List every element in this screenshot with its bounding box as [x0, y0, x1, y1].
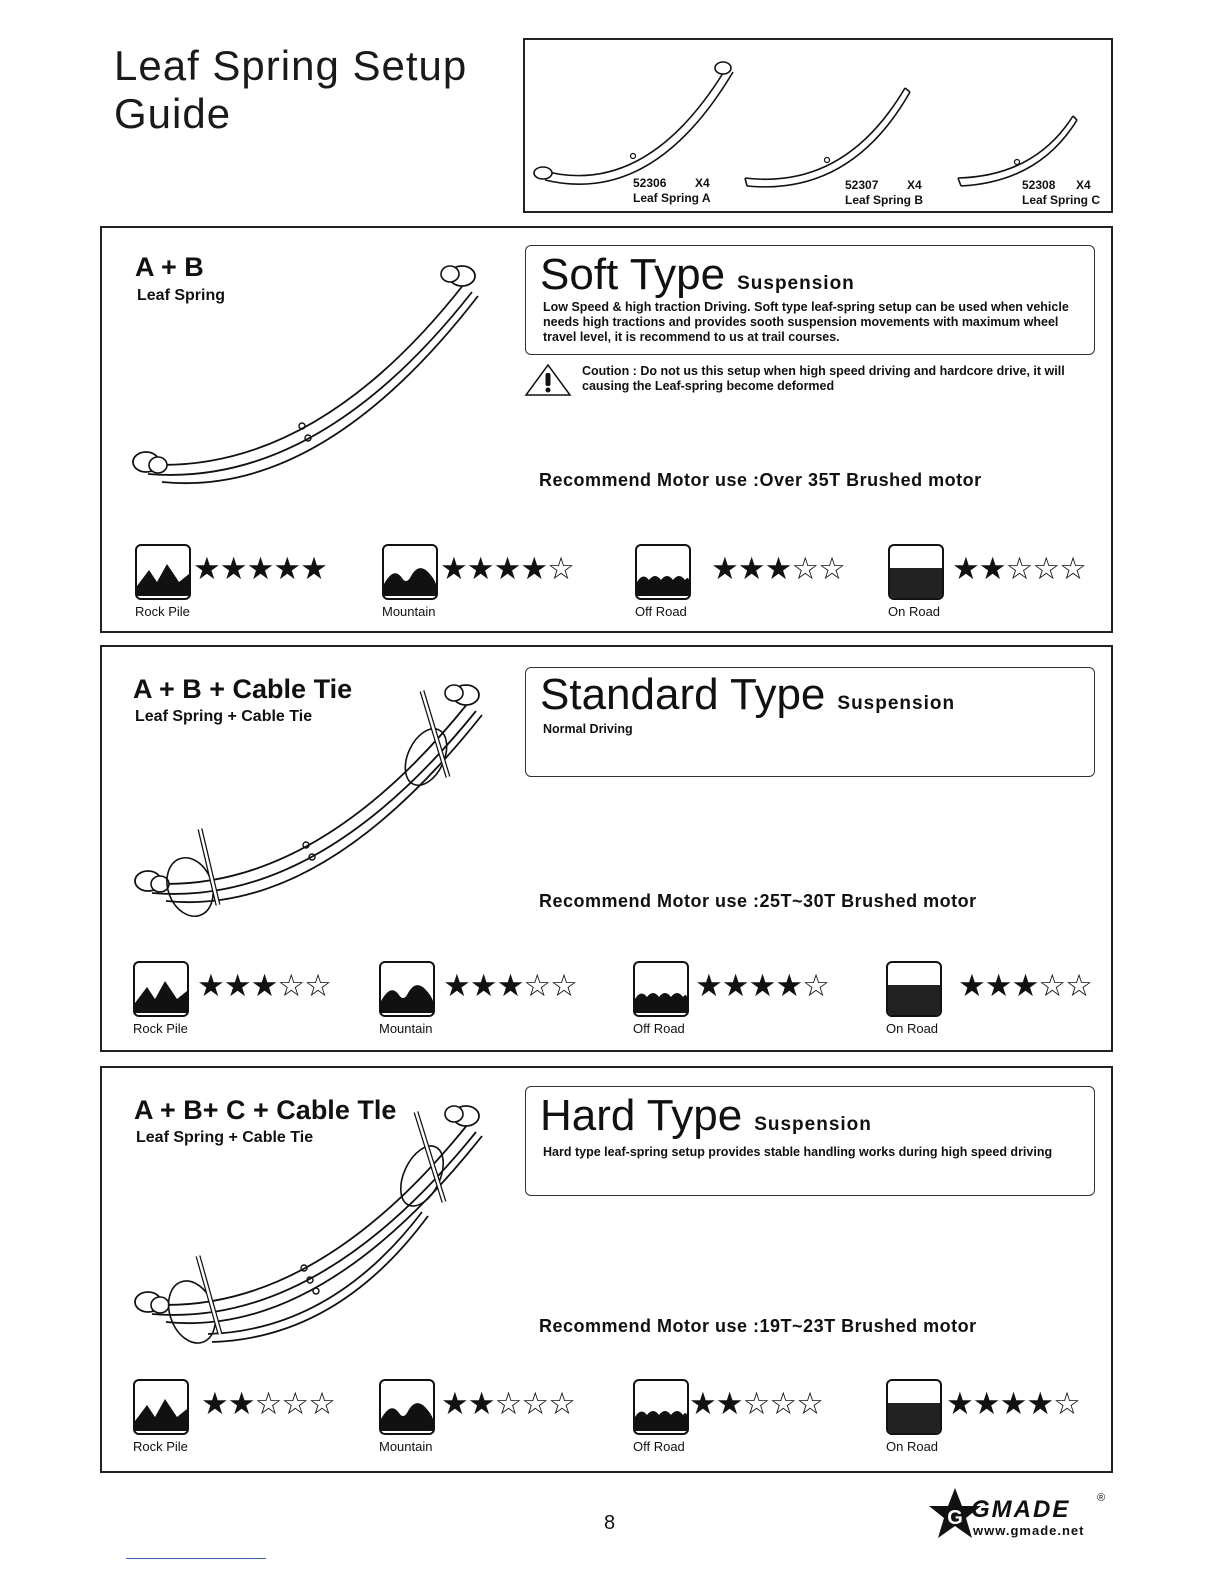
- star-rating: ★★☆☆☆: [441, 1386, 575, 1421]
- combo-title: A + B+ C + Cable Tle: [134, 1095, 397, 1125]
- page-title-line2: Guide: [114, 90, 232, 137]
- logo-wordmark: GMADE: [971, 1496, 1071, 1523]
- page-number: 8: [604, 1512, 616, 1534]
- terrain-label: Mountain: [379, 1021, 433, 1036]
- page-title: [114, 42, 467, 138]
- terrain-label: Off Road: [633, 1021, 685, 1036]
- type-info-box: [525, 667, 1095, 777]
- star-rating: ★★★★☆: [946, 1386, 1080, 1421]
- type-description: Normal Driving: [543, 722, 633, 736]
- soft-setup-section: [100, 226, 1113, 633]
- standard-setup-section: [100, 645, 1113, 1052]
- star-rating: ★★★☆☆: [443, 968, 577, 1003]
- rock-pile-icon: [133, 961, 189, 1017]
- type-info-box: [525, 1086, 1095, 1196]
- type-title: Standard Type Suspension: [540, 670, 956, 719]
- star-rating: ★★★★★: [193, 551, 327, 586]
- on-road-icon: [886, 961, 942, 1017]
- motor-recommendation: Recommend Motor use :25T~30T Brushed motor: [539, 891, 977, 911]
- combo-title: A + B: [135, 252, 204, 282]
- star-rating: ★★☆☆☆: [952, 551, 1086, 586]
- terrain-label: Rock Pile: [135, 604, 190, 619]
- star-rating: ★★★★☆: [440, 551, 574, 586]
- type-description: Hard type leaf-spring setup provides stable handling works during high speed driving: [543, 1145, 1053, 1159]
- hard-setup-section: [100, 1066, 1113, 1473]
- part-label-a: 52306 X4 Leaf Spring A: [633, 176, 711, 205]
- star-rating: ★★★★☆: [695, 968, 829, 1003]
- caution-text: Coution : Do not us this setup when high speed driving and hardcore drive, it will causing the Leaf-spring become deformed: [582, 364, 1065, 393]
- terrain-label: On Road: [886, 1021, 939, 1036]
- registered-mark: ®: [1097, 1492, 1106, 1504]
- part-label-c: 52308 X4 Leaf Spring C: [1022, 178, 1101, 207]
- combo-title: A + B + Cable Tie: [133, 674, 353, 704]
- combo-subtitle: Leaf Spring + Cable Tie: [135, 708, 313, 725]
- svg-text:G: G: [947, 1507, 963, 1529]
- on-road-icon: [886, 1379, 942, 1435]
- part-label-b: 52307 X4 Leaf Spring B: [845, 178, 924, 207]
- combo-subtitle: Leaf Spring + Cable Tie: [136, 1129, 314, 1146]
- motor-recommendation: Recommend Motor use :19T~23T Brushed motor: [539, 1316, 977, 1336]
- type-title: Hard Type Suspension: [540, 1091, 872, 1140]
- parts-strip: [523, 38, 1113, 213]
- terrain-label: On Road: [888, 604, 941, 619]
- terrain-label: Mountain: [379, 1439, 433, 1454]
- type-title: Soft Type Suspension: [540, 250, 855, 299]
- footer-divider: [126, 1558, 266, 1559]
- type-description: Low Speed & high traction Driving. Soft type leaf-spring setup can be used when vehicle needs high tractions and provides sooth suspension movements with maximum wheel travel level, it is recommend to us at trail courses.: [543, 300, 1069, 344]
- mountain-icon: [379, 961, 435, 1017]
- motor-recommendation: Recommend Motor use :Over 35T Brushed motor: [539, 470, 982, 490]
- star-rating: ★★☆☆☆: [201, 1386, 335, 1421]
- star-rating: ★★★☆☆: [958, 968, 1092, 1003]
- terrain-label: Off Road: [635, 604, 687, 619]
- spring-assembly-drawing: [122, 1090, 492, 1350]
- combo-subtitle: Leaf Spring: [137, 287, 226, 304]
- mountain-icon: [379, 1379, 435, 1435]
- terrain-label: Rock Pile: [133, 1439, 188, 1454]
- star-rating: ★★★☆☆: [197, 968, 331, 1003]
- page-title-line1: Leaf Spring Setup: [114, 42, 468, 89]
- terrain-label: On Road: [886, 1439, 939, 1454]
- off-road-icon: [633, 1379, 689, 1435]
- star-rating: ★★☆☆☆: [689, 1386, 823, 1421]
- on-road-icon: [888, 544, 944, 600]
- off-road-icon: [635, 544, 691, 600]
- terrain-label: Mountain: [382, 604, 436, 619]
- rock-pile-icon: [135, 544, 191, 600]
- star-rating: ★★★☆☆: [711, 551, 845, 586]
- terrain-label: Off Road: [633, 1439, 685, 1454]
- terrain-label: Rock Pile: [133, 1021, 188, 1036]
- logo-url: www.gmade.net: [973, 1523, 1085, 1538]
- rock-pile-icon: [133, 1379, 189, 1435]
- type-info-box: [525, 245, 1095, 355]
- gmade-logo: [925, 1486, 1115, 1542]
- spring-assembly-drawing: [122, 669, 492, 929]
- spring-assembly-drawing: [122, 248, 492, 488]
- off-road-icon: [633, 961, 689, 1017]
- warning-icon: [524, 363, 572, 397]
- mountain-icon: [382, 544, 438, 600]
